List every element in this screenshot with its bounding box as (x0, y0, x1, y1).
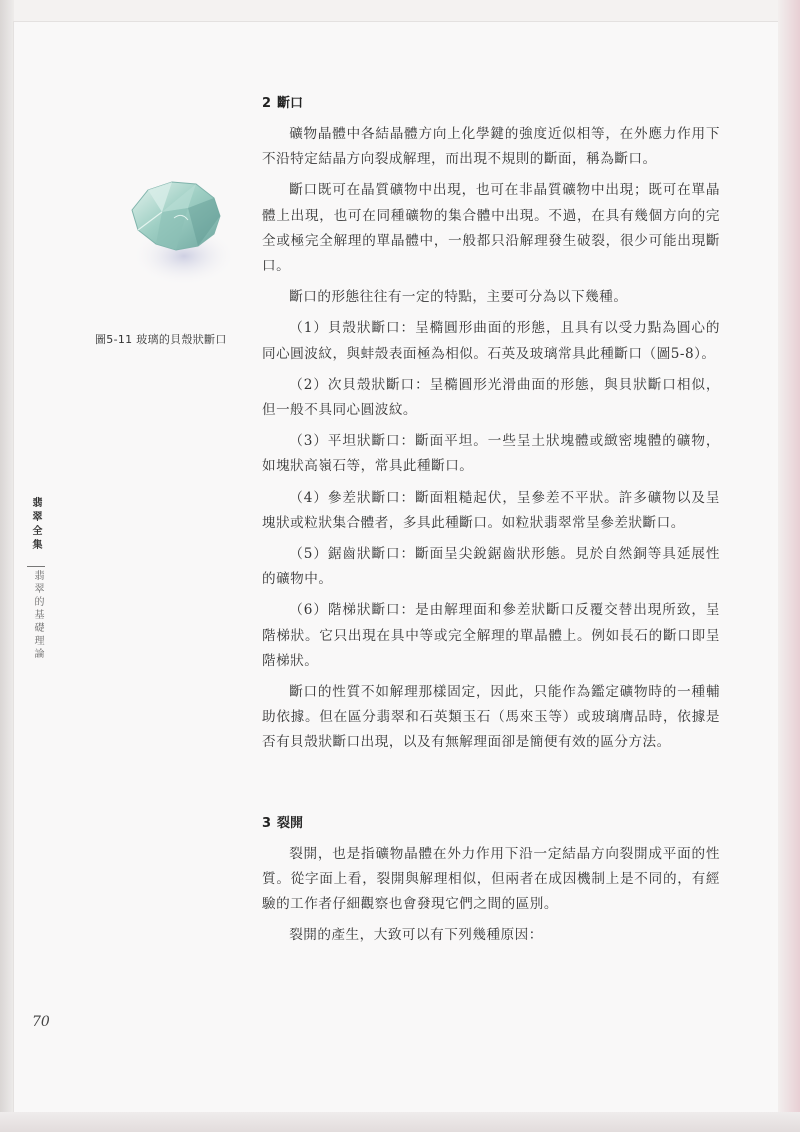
section-gap (262, 762, 720, 814)
page-bottom-edge (0, 1112, 800, 1132)
paragraph: （6）階梯狀斷口：是由解理面和參差狀斷口反覆交替出現所致，呈階梯狀。它只出現在具中等或完全解理的單晶體上。例如長石的斷口即呈階梯狀。 (262, 602, 720, 669)
side-chapter-title: 翡翠的基礎理論 (32, 570, 43, 661)
section-title: 裂開 (277, 815, 304, 831)
paragraph: （5）鋸齒狀斷口：斷面呈尖銳鋸齒狀形態。見於自然銅等具延展性的礦物中。 (262, 546, 720, 588)
paragraph: 斷口既可在晶質礦物中出現，也可在非晶質礦物中出現；既可在單晶體上出現，也可在同種礦物的集合體中出現。不過，在具有幾個方向的完全或極完全解理的單晶體中，一般都只沿解理發生破裂，很少可能出現斷口。 (262, 182, 720, 275)
side-divider (27, 566, 45, 567)
paragraph: （3）平坦狀斷口：斷面平坦。一些呈土狀塊體或緻密塊體的礦物，如塊狀高嶺石等，常具此種斷口。 (262, 433, 720, 475)
main-text (262, 94, 720, 954)
glass-fracture-photo (118, 160, 236, 292)
section-heading (262, 94, 720, 114)
paragraph: （2）次貝殼狀斷口：呈橢圓形光滑曲面的形態，與貝狀斷口相似，但一般不具同心圓波紋。 (262, 376, 720, 419)
section-title: 斷口 (277, 96, 304, 111)
figure-caption: 圖5-11 玻璃的貝殼狀斷口 (95, 333, 227, 346)
paragraph: （4）參差狀斷口：斷面粗糙起伏，呈參差不平狀。許多礦物以及呈塊狀或粒狀集合體者，多具此種斷口。如粒狀翡翠常呈參差狀斷口。 (262, 489, 720, 531)
paragraph: 裂開，也是指礦物晶體在外力作用下沿一定結晶方向裂開成平面的性質。從字面上看，裂開與解理相似，但兩者在成因機制上是不同的，有經驗的工作者仔細觀察也會發現它們之間的區別。 (262, 845, 720, 913)
section-number: 2 (262, 96, 272, 111)
side-book-title: 翡翠全集 (30, 497, 41, 553)
paragraph: 裂開的產生，大致可以有下列幾種原因： (289, 927, 543, 944)
page-right-edge (778, 0, 800, 1132)
page-edge-shadow (0, 0, 14, 1132)
paragraph: 礦物晶體中各結晶體方向上化學鍵的強度近似相等，在外應力作用下不沿特定結晶方向裂成解理，而出現不規則的斷面，稱為斷口。 (262, 126, 720, 168)
section-heading (262, 814, 720, 834)
paragraph: 斷口的性質不如解理那樣固定，因此，只能作為鑑定礦物時的一種輔助依據。但在區分翡翠和石英類玉石（馬來玉等）或玻璃膺品時，依據是否有貝殼狀斷口出現，以及有無解理面卻是簡便有效的區分方法。 (262, 684, 720, 751)
section-number: 3 (262, 815, 272, 831)
paragraph: （1）貝殼狀斷口：呈橢圓形曲面的形態，且具有以受力點為圓心的同心圓波紋，與蚌殼表面極為相似。石英及玻璃常具此種斷口（圖5-8）。 (262, 320, 720, 362)
paragraph: 斷口的形態往往有一定的特點，主要可分為以下幾種。 (289, 289, 628, 306)
page-number: 70 (32, 1014, 50, 1030)
